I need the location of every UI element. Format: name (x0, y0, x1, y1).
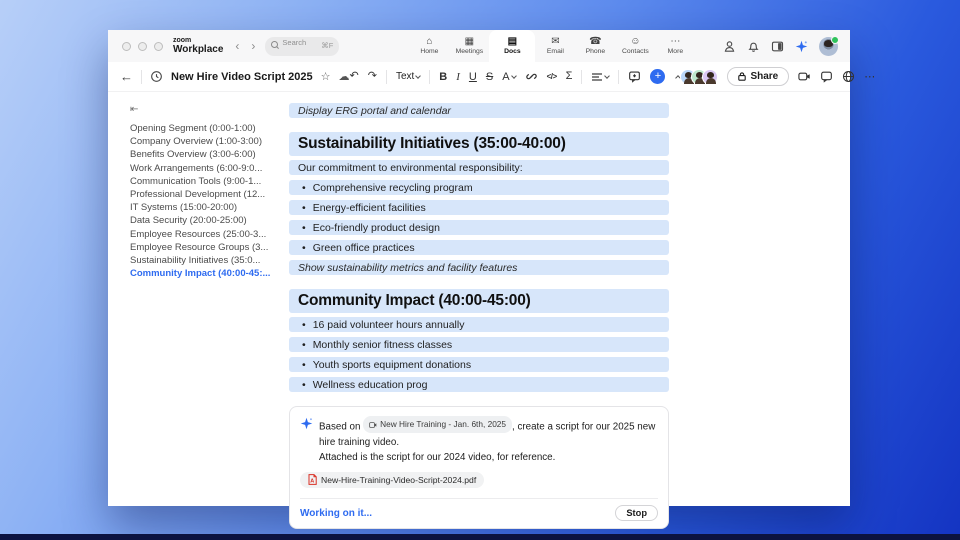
divider (581, 70, 582, 84)
doc-block[interactable] (289, 260, 669, 275)
outline-item-label: IT Systems (15:00-20:00) (130, 202, 238, 214)
source-document-chip[interactable]: New Hire Training - Jan. 6th, 2025 (363, 416, 512, 433)
history-nav (235, 30, 255, 62)
doc-block[interactable] (289, 200, 669, 215)
doc-block[interactable] (289, 289, 669, 313)
doc-blocks (289, 103, 669, 392)
comment-icon[interactable] (628, 70, 641, 83)
nav-back-icon[interactable]: ‹ (235, 39, 240, 53)
doc-block-text: • Eco-friendly product design (298, 222, 440, 234)
chevron-down-icon (511, 73, 517, 79)
attachment-chip[interactable]: A New-Hire-Training-Video-Script-2024.pdf (300, 472, 484, 488)
zoom-workplace-logo: zoom Workplace (173, 37, 224, 55)
minimize-window-button[interactable] (138, 42, 147, 51)
app-tabs (409, 30, 695, 62)
notifications-bell-icon[interactable] (747, 40, 760, 53)
outline-item[interactable] (130, 122, 289, 135)
back-icon[interactable]: ← (120, 69, 133, 84)
outline-item[interactable] (130, 228, 289, 241)
ai-status-row (300, 498, 658, 521)
doc-block[interactable] (289, 180, 669, 195)
doc-block-text: • Comprehensive recycling program (298, 182, 473, 194)
doc-block[interactable] (289, 160, 669, 175)
underline-button[interactable]: U (468, 70, 477, 83)
tab-email[interactable] (535, 30, 575, 62)
outline-item-label: Sustainability Initiatives (35:0... (130, 255, 261, 267)
outline-item[interactable] (130, 214, 289, 227)
text-color-dropdown[interactable]: A (502, 71, 515, 83)
doc-block-text: • Youth sports equipment donations (298, 359, 471, 371)
share-button[interactable]: Share (727, 67, 789, 86)
outline-item-label: Communication Tools (9:00-1... (130, 175, 262, 187)
outline-item[interactable] (130, 175, 289, 188)
close-window-button[interactable] (122, 42, 131, 51)
globe-icon[interactable] (842, 70, 855, 83)
outline-sidebar (108, 92, 289, 506)
document-body (108, 92, 850, 519)
doc-block-text: • Wellness education prog (298, 379, 427, 391)
outline-item[interactable] (130, 267, 289, 280)
tab-icon: ⌂ (426, 36, 433, 47)
ai-sparkle-icon (300, 417, 313, 430)
tab-label: Email (546, 48, 564, 55)
insert-plus-button[interactable]: + (650, 69, 665, 84)
ai-status-text: Working on it... (300, 507, 373, 519)
outline-item-label: Benefits Overview (3:00-6:00) (130, 149, 256, 161)
global-search-input[interactable] (265, 37, 339, 56)
screen-bottom-strip (0, 534, 960, 540)
tab-label: Phone (585, 48, 606, 55)
outline-item-label: Community Impact (40:00-45:... (130, 268, 271, 280)
doc-toolbar-right (680, 67, 876, 86)
doc-block-text: • Energy-efficient facilities (298, 202, 426, 214)
video-call-icon[interactable] (798, 70, 811, 83)
document-title: New Hire Video Script 2025 (171, 70, 313, 83)
recording-icon (369, 421, 377, 429)
redo-icon[interactable]: ↷ (367, 70, 377, 82)
text-style-dropdown[interactable]: Text (396, 71, 420, 82)
cloud-sync-icon: ☁ (338, 71, 350, 83)
collaborator-avatars (680, 69, 718, 85)
code-block-icon[interactable]: </> (546, 72, 557, 81)
tab-icon: ✉ (551, 36, 560, 47)
doc-block[interactable] (289, 132, 669, 156)
outline-item-label: Employee Resources (25:00-3... (130, 228, 267, 240)
formatting-toolbar (350, 69, 681, 84)
doc-block-text: • Green office practices (298, 242, 415, 254)
doc-block[interactable] (289, 357, 669, 372)
document-content (289, 92, 669, 519)
stop-button[interactable]: Stop (615, 505, 658, 521)
chevron-down-icon (415, 73, 421, 79)
link-icon[interactable] (525, 70, 538, 83)
outline-item-label: Data Security (20:00-25:00) (130, 215, 247, 227)
doc-block[interactable] (289, 220, 669, 235)
tab-icon: ▤ (507, 36, 518, 47)
more-options-icon[interactable]: ⋯ (864, 71, 877, 83)
doc-block-text: • 16 paid volunteer hours annually (298, 319, 464, 331)
doc-title-group (120, 69, 350, 84)
collapse-outline-icon[interactable]: ⇤ (130, 104, 139, 115)
outline-item[interactable] (130, 254, 289, 267)
outline-list (130, 122, 289, 280)
ai-companion-icon[interactable] (795, 40, 808, 53)
divider (386, 70, 387, 84)
list-align-dropdown[interactable] (591, 71, 609, 83)
search-icon (271, 41, 279, 49)
outline-item-label: Opening Segment (0:00-1:00) (130, 123, 256, 134)
chrome-right-icons (723, 30, 850, 62)
doc-block-text: Community Impact (40:00-45:00) (298, 292, 531, 309)
outline-item[interactable] (130, 148, 289, 161)
tab-icon: ⋯ (670, 36, 681, 47)
profile-icon[interactable] (723, 40, 736, 53)
lock-icon (738, 72, 746, 81)
doc-block[interactable] (289, 240, 669, 255)
undo-icon[interactable]: ↶ (349, 70, 359, 82)
zoom-workplace-window (108, 30, 877, 519)
outline-item-label: Employee Resource Groups (3... (130, 241, 269, 253)
divider (618, 70, 619, 84)
chat-icon[interactable] (820, 70, 833, 83)
user-avatar[interactable] (819, 37, 838, 56)
maximize-window-button[interactable] (154, 42, 163, 51)
tab-phone[interactable] (575, 30, 615, 62)
tab-contacts[interactable] (615, 30, 655, 62)
document-toolbar (108, 62, 877, 92)
tab-docs[interactable] (489, 30, 535, 62)
side-panel-toggle-icon[interactable] (771, 40, 784, 53)
doc-block[interactable] (289, 317, 669, 332)
doc-block-text: Our commitment to environmental responsibility: (298, 161, 523, 174)
window-chrome-bar (108, 30, 850, 62)
outline-item[interactable] (130, 188, 289, 201)
tab-label: More (667, 48, 684, 55)
doc-block-text: Sustainability Initiatives (35:00-40:00) (298, 135, 566, 152)
tab-meetings[interactable] (449, 30, 489, 62)
favorite-star-icon[interactable]: ☆ (320, 71, 331, 83)
doc-block-text: • Monthly senior fitness classes (298, 339, 452, 351)
divider (429, 70, 430, 84)
tab-label: Meetings (455, 48, 484, 55)
outline-item[interactable] (130, 241, 289, 254)
tab-label: Docs (504, 48, 521, 55)
search-placeholder: Search (282, 37, 307, 47)
ai-prompt-text: Based on New Hire Training - Jan. 6th, 2025 , create a script for our 2025 new hire training video. Attached is the script for our 2024 video, for reference. (319, 416, 658, 465)
version-history-icon[interactable] (150, 70, 163, 83)
traffic-lights (108, 30, 173, 62)
strikethrough-button[interactable]: S (485, 70, 494, 83)
tab-icon: ☎ (589, 36, 602, 47)
outline-item-label: Professional Development (12... (130, 189, 266, 201)
tab-icon: ▦ (464, 36, 475, 47)
tab-home[interactable] (409, 30, 449, 62)
bold-button[interactable]: B (439, 70, 448, 83)
outline-item-label: Work Arrangements (6:00-9:0... (130, 162, 263, 174)
tab-more[interactable] (655, 30, 695, 62)
doc-block[interactable] (289, 103, 669, 118)
outline-item[interactable] (130, 135, 289, 148)
svg-text:A: A (310, 478, 315, 485)
ai-prompt-row (300, 416, 658, 465)
chevron-down-icon (605, 73, 611, 79)
ai-assistant-card (289, 406, 669, 529)
search-shortcut: ⌘F (321, 40, 334, 50)
doc-block-text: Display ERG portal and calendar (298, 104, 451, 117)
nav-forward-icon[interactable]: › (251, 39, 256, 53)
divider (141, 70, 142, 84)
tab-icon: ☺ (630, 36, 641, 47)
doc-block[interactable] (289, 377, 669, 392)
doc-block-text: Show sustainability metrics and facility features (298, 261, 518, 274)
collaborator-avatar[interactable] (702, 69, 718, 85)
outline-item[interactable] (130, 162, 289, 175)
formula-icon[interactable]: Σ (565, 70, 573, 82)
tab-label: Home (420, 48, 439, 55)
pdf-file-icon (308, 474, 317, 485)
doc-block[interactable] (289, 337, 669, 352)
italic-button[interactable]: I (456, 70, 460, 83)
tab-label: Contacts (621, 48, 649, 55)
outline-item[interactable] (130, 201, 289, 214)
outline-item-label: Company Overview (1:00-3:00) (130, 136, 262, 148)
